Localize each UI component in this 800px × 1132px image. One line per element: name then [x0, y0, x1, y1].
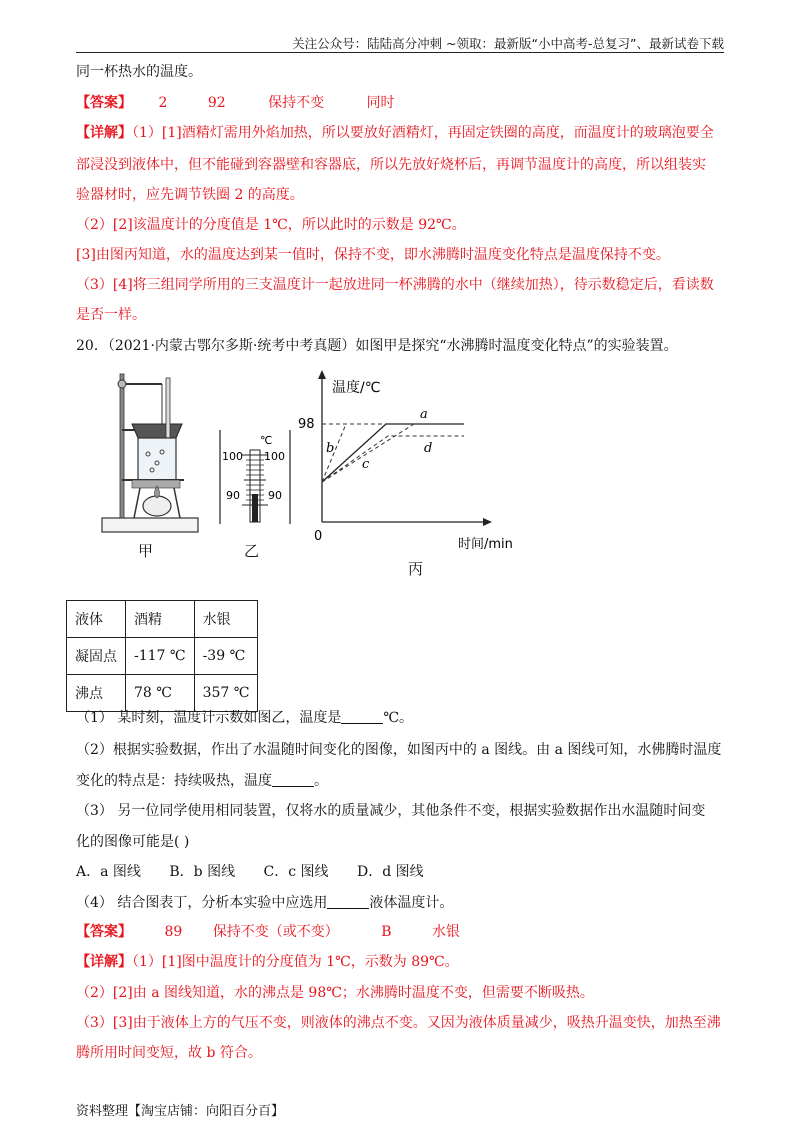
- liquid-properties-table: [66, 600, 258, 712]
- thermo-unit: ℃: [260, 434, 273, 447]
- detail-tag: 【详解】: [76, 954, 132, 970]
- answer-blank: [341, 709, 383, 724]
- table-cell: 水银: [194, 601, 258, 638]
- text: 。: [314, 773, 328, 789]
- option-b: B．b 图线: [169, 864, 236, 880]
- subquestion-3: （3） 另一位同学使用相同装置，仅将水的质量减少，其他条件不变，根据实验数据作出水温随时间变: [76, 803, 706, 819]
- x-axis-label: 时间/min: [458, 537, 513, 550]
- table-row: [67, 601, 258, 638]
- x-axis-arrow: [483, 518, 492, 526]
- series-d-line: [322, 436, 464, 482]
- detail-line: [3]由图丙知道，水的温度达到某一值时，保持不变，即水沸腾时温度变化特点是温度保持不变。: [76, 247, 670, 263]
- table-cell: 酒精: [126, 601, 195, 638]
- detail-text: （1）[1]图中温度计的分度值为 1℃，示数为 89℃。: [132, 954, 459, 970]
- page-header: 关注公众号：陆陆高分冲刺 ~领取：最新版“小中高考-总复习”、最新试卷下载: [292, 36, 724, 51]
- answer-blank: [327, 894, 369, 909]
- option-d: D．d 图线: [357, 864, 424, 880]
- answer-2: 保持不变（或不变）: [212, 924, 339, 940]
- subquestion-1: [76, 708, 413, 728]
- answer-blank: [272, 772, 314, 787]
- y-axis-arrow: [318, 370, 326, 379]
- table-cell: 液体: [67, 601, 126, 638]
- series-d-label: d: [424, 441, 433, 456]
- detail-line: 腾所用时间变短，故 b 符合。: [76, 1045, 262, 1061]
- table-cell: -39 ℃: [194, 638, 258, 675]
- detail-text: （1）[1]酒精灯需用外焰加热，所以要放好酒精灯，再固定铁圈的高度，而温度计的玻璃泡要全: [132, 125, 714, 141]
- series-b-label: b: [326, 441, 335, 456]
- detail-line: 部浸没到液体中，但不能碰到容器壁和容器底，所以先放好烧杯后，再调节温度计的高度，所以组装实: [76, 157, 706, 173]
- table-row: [67, 675, 258, 712]
- detail-line: [76, 952, 459, 972]
- detail-line: [76, 123, 714, 143]
- series-c-label: c: [362, 457, 370, 472]
- answer-1: 2: [158, 95, 168, 111]
- subquestion-2-cont: [76, 771, 328, 791]
- table-row: [67, 638, 258, 675]
- apparatus-figure: [100, 368, 200, 538]
- option-a: A．a 图线: [76, 864, 141, 880]
- detail-line: （3）[3]由于液体上方的气压不变，则液体的沸点不变。又因为液体质量减少，吸热升温变快，加热至沸: [76, 1015, 721, 1031]
- subquestion-4: [76, 893, 453, 913]
- thermo-tick-90-right: 90: [268, 489, 282, 502]
- answer-line: [76, 922, 460, 942]
- answer-2: 92: [207, 95, 226, 111]
- page-footer: 资料整理【淘宝店铺：向阳百分百】: [76, 1104, 285, 1119]
- thermo-tick-90-left: 90: [226, 489, 240, 502]
- text: （4） 结合图表丁，分析本实验中应选用: [76, 895, 328, 911]
- answer-4: 水银: [431, 924, 460, 940]
- subquestion-3-cont: 化的图像可能是( ): [76, 834, 190, 850]
- answer-3: 保持不变: [268, 95, 325, 111]
- detail-line: （2）[2]该温度计的分度值是 1℃，所以此时的示数是 92℃。: [76, 217, 466, 233]
- detail-line: （3）[4]将三组同学所用的三支温度计一起放进同一杯沸腾的水中（继续加热），待示数稳定后，看读数: [76, 277, 714, 293]
- answer-tag: 【答案】: [76, 924, 132, 940]
- table-cell: 78 ℃: [126, 675, 195, 712]
- thermo-tick-100-left: 100: [222, 450, 243, 463]
- answer-1: 89: [164, 924, 183, 940]
- text: 液体温度计。: [369, 895, 454, 911]
- text-line: 同一杯热水的温度。: [76, 64, 202, 80]
- table-cell: 凝固点: [67, 638, 126, 675]
- series-c-line: [322, 424, 414, 482]
- detail-line: 是否一样。: [76, 307, 146, 323]
- temperature-time-chart: [296, 370, 528, 550]
- figure-label-bing: 丙: [408, 560, 424, 578]
- subquestion-2: （2）根据实验数据，作出了水温随时间变化的图像，如图丙中的 a 图线。由 a 图线可知，水佛腾时温度: [76, 742, 722, 758]
- question-title: 20．（2021·内蒙古鄂尔多斯·统考中考真题）如图甲是探究“水沸腾时温度变化特点”的实验装置。: [76, 338, 678, 354]
- figure-label-yi: 乙: [244, 542, 260, 560]
- table-cell: 沸点: [67, 675, 126, 712]
- answer-tag: 【答案】: [76, 95, 132, 111]
- header-divider: [76, 52, 724, 53]
- options-line: [76, 862, 424, 882]
- detail-tag: 【详解】: [76, 125, 132, 141]
- text: （1） 某时刻，温度计示数如图乙，温度是: [76, 710, 342, 726]
- y-tick-98: 98: [298, 417, 315, 432]
- text: 变化的特点是：持续吸热，温度: [76, 773, 272, 789]
- answer-line: [76, 93, 395, 113]
- origin-label: 0: [314, 529, 323, 544]
- thermometer-figure: [218, 430, 294, 530]
- answer-3: B: [381, 924, 392, 940]
- figure-label-jia: 甲: [138, 542, 154, 560]
- table-cell: 357 ℃: [194, 675, 258, 712]
- series-a-line: [322, 424, 464, 482]
- detail-line: 验器材时，应先调节铁圈 2 的高度。: [76, 187, 304, 203]
- detail-line: （2）[2]由 a 图线知道，水的沸点是 98℃；水沸腾时温度不变，但需要不断吸热。: [76, 985, 594, 1001]
- table-cell: -117 ℃: [126, 638, 195, 675]
- answer-4: 同时: [366, 95, 395, 111]
- y-axis-label: 温度/℃: [332, 380, 381, 396]
- text: ℃。: [383, 710, 414, 726]
- option-c: C．c 图线: [263, 864, 329, 880]
- series-a-label: a: [420, 407, 428, 422]
- thermo-tick-100-right: 100: [264, 450, 285, 463]
